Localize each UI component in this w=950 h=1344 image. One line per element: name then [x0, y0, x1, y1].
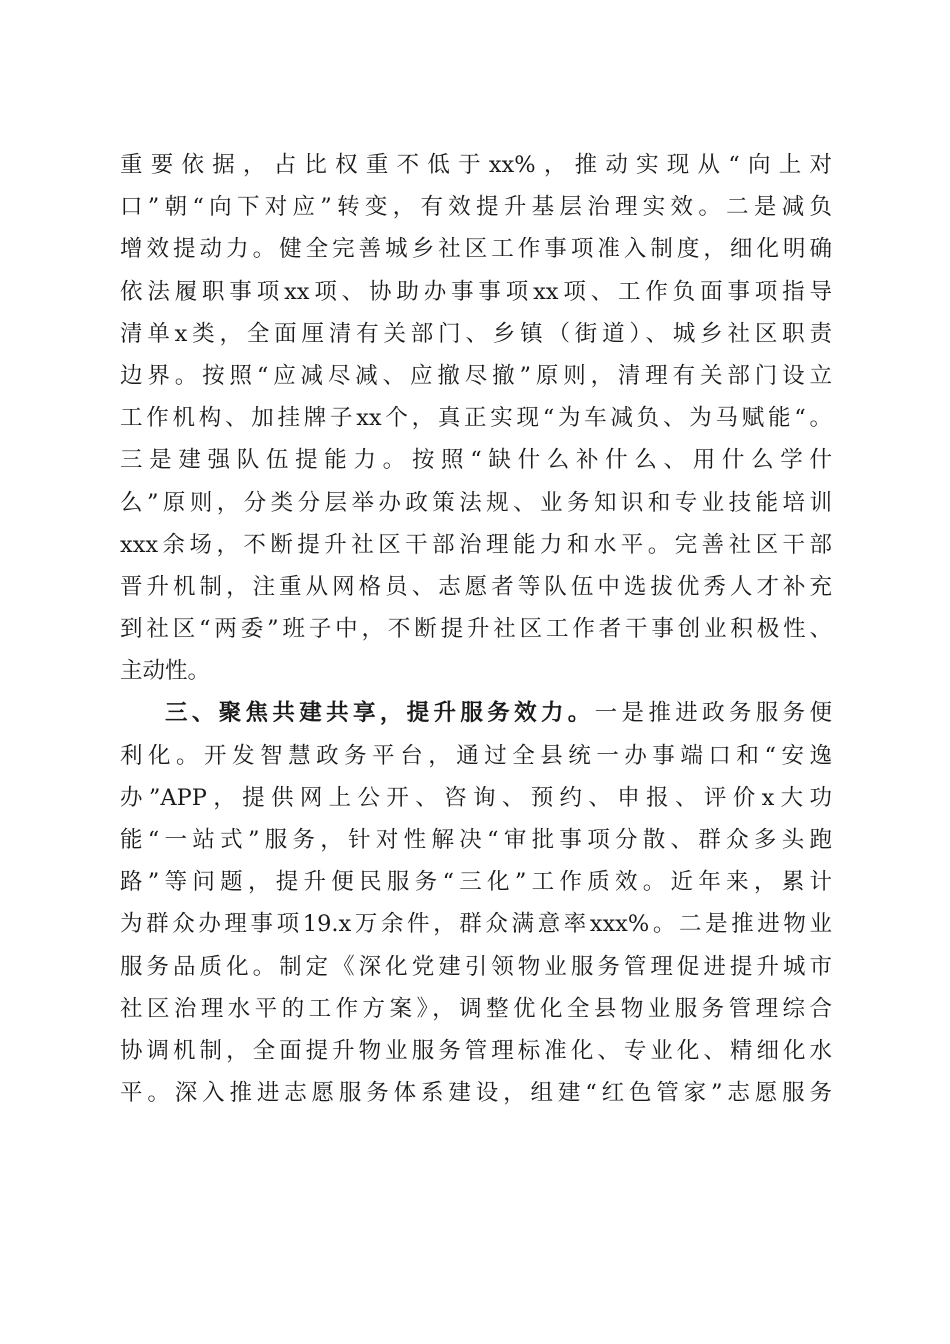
document-body: [120, 144, 832, 1114]
text-line: 服务品质化。制定《深化党建引领物业服务管理促进提升城市: [120, 953, 832, 980]
text-line: 协调机制，全面提升物业服务管理标准化、专业化、精细化水: [120, 1037, 832, 1064]
text-line: 社区治理水平的工作方案》，调整优化全县物业服务管理综合: [120, 995, 832, 1022]
text-line: 工作机构、加挂牌子xx个，真正实现“为车减负、为马赋能“。: [120, 405, 832, 432]
text-line: 办”APP，提供网上公开、咨询、预约、申报、评价x大功: [120, 784, 832, 811]
text-line: 路”等问题，提升便民服务“三化”工作质效。近年来，累计: [120, 869, 832, 896]
text-line: 边界。按照“应减尽减、应撤尽撤”原则，清理有关部门设立: [120, 362, 832, 389]
text-line: 三是建强队伍提能力。按照“缺什么补什么、用什么学什: [120, 447, 832, 474]
text-line: 重要依据，占比权重不低于xx%，推动实现从“向上对: [120, 152, 832, 178]
text-line: 利化。开发智慧政务平台，通过全县统一办事端口和“安逸: [120, 742, 832, 769]
text-line: 增效提动力。健全完善城乡社区工作事项准入制度，细化明确: [120, 236, 832, 263]
text-line: 晋升机制，注重从网格员、志愿者等队伍中选拔优秀人才补充: [120, 573, 832, 600]
section-3-heading: 三、聚焦共建共享，提升服务效力。: [165, 700, 595, 727]
section-3-first-line-text: 一是推进政务服务便: [594, 700, 832, 727]
text-line: 到社区“两委”班子中，不断提升社区工作者干事创业积极性、: [120, 616, 832, 643]
text-line: 能“一站式”服务，针对性解决“审批事项分散、群众多头跑: [120, 827, 832, 853]
text-line: 主动性。: [120, 658, 211, 685]
text-line: xxx余场，不断提升社区干部治理能力和水平。完善社区干部: [120, 531, 832, 558]
text-line: 平。深入推进志愿服务体系建设，组建“红色管家”志愿服务: [120, 1080, 832, 1107]
text-line: 么”原则，分类分层举办政策法规、业务知识和专业技能培训: [120, 489, 832, 516]
text-line: 依法履职事项xx项、协助办事事项xx项、工作负面事项指导: [120, 278, 832, 305]
text-line: 为群众办理事项19.x万余件，群众满意率xxx%。二是推进物业: [120, 911, 832, 938]
text-line: 清单x类，全面厘清有关部门、乡镇（街道）、城乡社区职责: [120, 320, 832, 347]
section-3-first-line: [120, 692, 832, 734]
text-line: 口”朝“向下对应”转变，有效提升基层治理实效。二是减负: [120, 194, 832, 221]
